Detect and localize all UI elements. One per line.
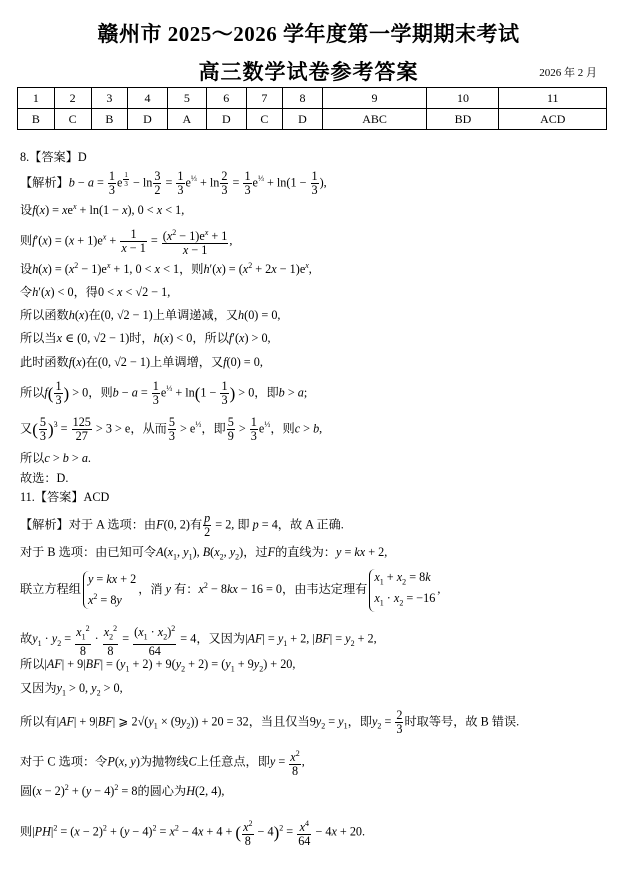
answer-cell: B — [91, 109, 128, 130]
q8-analysis-line-2: 设$f(x) = xe^x + \ln(1 - x)$, 0 < x < 1, — [20, 202, 185, 218]
question-number-cell: 3 — [91, 88, 128, 109]
q8-analysis-line-7: 所以当x ∈ (0, √2 − 1)时，h(x) < 0，所以f′(x) > 0, — [20, 331, 271, 345]
q11-analysis-line-4: 故$y_1 \cdot y_2$ = $\frac{x_1^2}{8}$ · $\frac{x_2^2}{8}$ = $\frac{(x_1 \cdot x_2)^2}{64}$ = 4，又因为$|AF| = y_1 + 2$, $|BF| = y_2 + 2$, — [20, 624, 377, 658]
q11-answer-heading: 11.【答案】ACD — [20, 490, 110, 504]
answer-cell: D — [207, 109, 246, 130]
question-number-cell: 1 — [18, 88, 55, 109]
answer-table-answer-row — [18, 109, 607, 130]
answer-cell: BD — [427, 109, 499, 130]
q8-analysis-line-9: 所以f( $\frac{1}{3}$ ) > 0，则b − a = $\frac{1}{3}$ $e^{\frac{1}{3}} + \ln(1$ − $\frac{1}{3}$ ) > 0，即b > a; — [20, 379, 308, 407]
q11-analysis-line-2: 对于 B 选项：由已知可令$A(x_1$, $y_1$), $B(x_2$, $y_2$)，过F的直线为：y = kx + 2, — [20, 545, 388, 562]
answer-cell: B — [18, 109, 55, 130]
question-number-cell: 5 — [167, 88, 206, 109]
q8-analysis-line-10: 又( $\frac{5}{3}$ )$^3$ = $\frac{125}{27}$ > 3 > e，从而 $\frac{5}{3}$ > $e^{\frac{1}{3}}$，即 $\frac{5}{9}$ > $\frac{1}{3}$ $e^{\frac{1}{3}}$，则c > b, — [20, 415, 323, 443]
answer-cell: D — [128, 109, 167, 130]
q8-analysis-line-1: 【解析】b − a = $\frac{1}{3}$ e $^{\frac{1}{3}}$ − ln $\frac{3}{2}$ = $\frac{1}{3}$ $e^{\frac{1}{3}} + \ln$ $\frac{2}{3}$ = $\frac{1}{3}$ $e^{\frac{1}{3}} + \ln(1$ − $\frac{1}{3}$ ), — [20, 169, 327, 197]
answer-cell: A — [167, 109, 206, 130]
answer-cell: ACD — [499, 109, 607, 130]
question-number-cell: 6 — [207, 88, 246, 109]
q11-analysis-line-3: 联立方程组y = kx + 2 $x^2 = 8y$，消 y 有：$x^2 - 8kx - 16 = 0$，由韦达定理有$x_1 + x_2 = 8k$ $x_1 \cdot x_2 = -16$, — [20, 569, 440, 612]
answer-cell: C — [246, 109, 283, 130]
question-number-cell: 4 — [128, 88, 167, 109]
answer-cell: D — [283, 109, 322, 130]
q11-analysis-line-9: 圆$(x - 2)^2 + (y - 4)^2 = 8$的圆心为H(2, 4), — [20, 783, 225, 799]
question-number-cell: 8 — [283, 88, 322, 109]
q8-analysis-line-11: 所以c > b > a. — [20, 451, 91, 465]
question-number-cell: 2 — [54, 88, 91, 109]
q8-analysis-line-4: 设$h(x) = (x^2 - 1)e^x + 1$, 0 < x < 1，则$h'(x) = (x^2 + 2x - 1)e^x$, — [20, 261, 312, 277]
question-number-cell: 7 — [246, 88, 283, 109]
q11-analysis-line-7: 所以有|AF| + 9|BF| ⩾ $2√(y_1 \times (9y_2)) + 20 = 32$，当且仅当$9y_2 = y_1$，即$y_2$ = $\frac{2}{3}$ 时取等号，故 B 错误. — [20, 708, 520, 736]
q11-analysis-line-1: 【解析】对于 A 选项：由F(0, 2)有 $\frac{p}{2}$ = 2, 即 p = 4，故 A 正确. — [20, 511, 344, 539]
q8-analysis-line-3: 则$f'(x) = (x + 1)e^x$ + $\frac{1}{x - 1}$ = $\frac{(x^2 - 1)e^x + 1}{x - 1}$ , — [20, 227, 233, 258]
exam-date: 2026 年 2 月 — [539, 67, 597, 79]
question-number-cell: 10 — [427, 88, 499, 109]
q8-analysis-line-5: 令h′(x) < 0，得0 < x < √2 − 1, — [20, 285, 171, 299]
answer-table-question-row — [18, 88, 607, 109]
question-number-cell: 9 — [322, 88, 427, 109]
page-title: 赣州市 2025～2026 学年度第一学期期末考试 — [97, 22, 520, 46]
q11-analysis-line-5: 所以$|AF| + 9|BF| = (y_1 + 2) + 9(y_2 + 2) = (y_1 + 9y_2) + 20$, — [20, 657, 296, 674]
page-subtitle: 高三数学试卷参考答案 — [198, 60, 419, 84]
answer-cell: C — [54, 109, 91, 130]
q8-answer-heading: 8.【答案】D — [20, 150, 87, 164]
q11-analysis-line-8: 对于 C 选项：令P(x, y)为抛物线C上任意点，即y = $\frac{x^2}{8}$ , — [20, 749, 305, 779]
q11-analysis-line-6: 又因为$y_1 > 0$, $y_2 > 0$, — [20, 681, 123, 698]
q8-analysis-line-8: 此时函数f(x)在(0, √2 − 1)上单调增，又f(0) = 0, — [20, 355, 263, 369]
q8-analysis-line-6: 所以函数h(x)在(0, √2 − 1)上单调递减，又h(0) = 0, — [20, 308, 281, 322]
q8-conclusion: 故选：D. — [20, 471, 69, 485]
question-number-cell: 11 — [499, 88, 607, 109]
answer-table — [17, 87, 607, 130]
answer-cell: ABC — [322, 109, 427, 130]
q11-analysis-line-10: 则$|PH|^2 = (x - 2)^2 + (y - 4)^2 = x^2 - 4x + 4$ + ( $\frac{x^2}{8}$ − 4)$^2$ = $\frac{x^4}{64}$ − 4x + 20. — [20, 819, 366, 849]
